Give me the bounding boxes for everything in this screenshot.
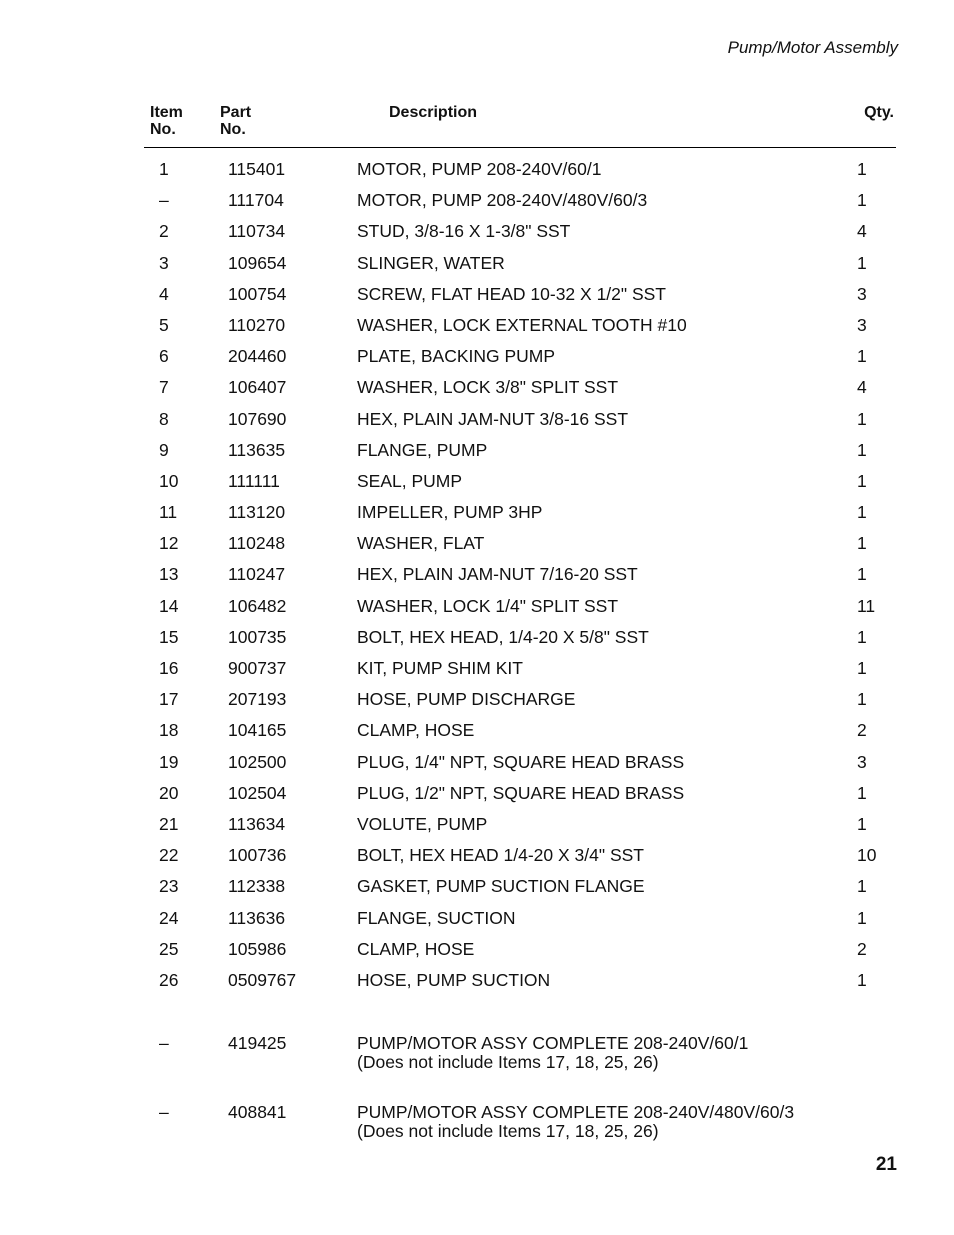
table-row xyxy=(0,903,954,934)
cell-description: WASHER, LOCK EXTERNAL TOOTH #10 xyxy=(357,314,687,335)
cell-item-no: 1 xyxy=(159,159,169,179)
cell-description: PLUG, 1/2" NPT, SQUARE HEAD BRASS xyxy=(357,782,685,803)
cell-description: VOLUTE, PUMP xyxy=(357,813,488,834)
cell-item-no: 11 xyxy=(159,502,178,523)
cell-description: IMPELLER, PUMP 3HP xyxy=(357,502,543,523)
header-part-line1: Part xyxy=(220,104,252,121)
cell-item-no: 21 xyxy=(159,813,179,834)
cell-item-no: 14 xyxy=(159,595,179,616)
cell-item-no: 15 xyxy=(159,626,179,647)
cell-part-no: 106407 xyxy=(228,377,287,398)
cell-description: SCREW, FLAT HEAD 10-32 X 1/2" SST xyxy=(357,283,667,304)
cell-item-no: 6 xyxy=(159,346,169,367)
cell-qty: 1 xyxy=(857,626,867,647)
assembly-description: PUMP/MOTOR ASSY COMPLETE 208-240V/480V/60/3 xyxy=(357,1102,795,1122)
cell-part-no: 110734 xyxy=(228,221,286,242)
table-row xyxy=(0,809,954,840)
table-row xyxy=(0,653,954,684)
cell-item-no: 23 xyxy=(159,876,179,897)
header-part-no xyxy=(220,104,251,138)
table-row xyxy=(0,248,954,279)
cell-part-no: 111704 xyxy=(228,190,284,211)
cell-description: HOSE, PUMP DISCHARGE xyxy=(357,689,576,710)
cell-description: GASKET, PUMP SUCTION FLANGE xyxy=(357,876,645,897)
cell-qty: 2 xyxy=(857,720,867,741)
cell-item-no: 2 xyxy=(159,221,169,242)
header-part-line2: No. xyxy=(220,121,246,138)
table-row xyxy=(0,497,954,528)
table-row xyxy=(0,372,954,403)
cell-qty: 10 xyxy=(857,845,877,866)
assembly-note: (Does not include Items 17, 18, 25, 26) xyxy=(357,1121,659,1141)
cell-description: KIT, PUMP SHIM KIT xyxy=(357,658,523,678)
cell-item-no: 5 xyxy=(159,314,169,335)
cell-item-no: 10 xyxy=(159,470,179,491)
cell-item-no: 19 xyxy=(159,751,179,772)
cell-description: WASHER, LOCK 3/8" SPLIT SST xyxy=(357,377,619,398)
cell-description: FLANGE, SUCTION xyxy=(357,907,516,928)
cell-item-no: 9 xyxy=(159,439,169,460)
table-row xyxy=(0,466,954,497)
cell-description: WASHER, LOCK 1/4" SPLIT SST xyxy=(357,595,619,616)
cell-qty: 1 xyxy=(857,564,867,585)
assembly-description: PUMP/MOTOR ASSY COMPLETE 208-240V/60/1 xyxy=(357,1033,749,1053)
cell-part-no: 207193 xyxy=(228,689,287,710)
cell-item-no: 17 xyxy=(159,689,179,710)
cell-qty: 1 xyxy=(857,689,867,710)
header-divider xyxy=(144,147,896,148)
cell-description: HEX, PLAIN JAM-NUT 3/8-16 SST xyxy=(357,408,629,429)
cell-item-no: 3 xyxy=(159,252,169,273)
cell-description: HOSE, PUMP SUCTION xyxy=(357,969,551,990)
cell-part-no: 0509767 xyxy=(228,969,297,990)
cell-part-no: 113120 xyxy=(228,502,286,523)
table-row xyxy=(0,622,954,653)
cell-description: STUD, 3/8-16 X 1-3/8" SST xyxy=(357,221,571,242)
assembly-part-no: 419425 xyxy=(228,1033,287,1053)
table-row xyxy=(0,778,954,809)
cell-description: FLANGE, PUMP xyxy=(357,439,488,460)
table-row xyxy=(0,154,954,185)
cell-description: PLUG, 1/4" NPT, SQUARE HEAD BRASS xyxy=(357,751,685,772)
cell-description: CLAMP, HOSE xyxy=(357,938,475,959)
cell-part-no: 100735 xyxy=(228,626,287,647)
cell-part-no: 107690 xyxy=(228,408,287,429)
table-row xyxy=(0,684,954,715)
cell-part-no: 113635 xyxy=(228,439,286,460)
cell-qty: 1 xyxy=(857,533,867,554)
cell-item-no: – xyxy=(159,190,169,211)
table-row xyxy=(0,341,954,372)
cell-part-no: 113634 xyxy=(228,813,286,834)
table-row xyxy=(0,404,954,435)
cell-description: MOTOR, PUMP 208-240V/60/1 xyxy=(357,159,602,179)
cell-description: BOLT, HEX HEAD 1/4-20 X 3/4" SST xyxy=(357,845,644,866)
assembly-item-no: – xyxy=(159,1033,169,1053)
cell-part-no: 109654 xyxy=(228,252,287,273)
table-row xyxy=(0,871,954,902)
table-row xyxy=(0,185,954,216)
cell-qty: 4 xyxy=(857,377,867,398)
cell-item-no: 12 xyxy=(159,533,179,554)
table-row xyxy=(0,528,954,559)
cell-description: HEX, PLAIN JAM-NUT 7/16-20 SST xyxy=(357,564,638,585)
table-row xyxy=(0,279,954,310)
cell-qty: 3 xyxy=(857,283,867,304)
cell-item-no: 26 xyxy=(159,969,179,990)
cell-part-no: 113636 xyxy=(228,907,286,928)
table-row xyxy=(0,310,954,341)
cell-qty: 1 xyxy=(857,190,867,211)
cell-qty: 1 xyxy=(857,969,867,990)
cell-qty: 4 xyxy=(857,221,867,242)
cell-part-no: 900737 xyxy=(228,658,287,678)
assembly-item-no: – xyxy=(159,1102,169,1122)
cell-part-no: 110248 xyxy=(228,533,286,554)
cell-description: SEAL, PUMP xyxy=(357,470,463,491)
cell-qty: 1 xyxy=(857,782,867,803)
table-row xyxy=(0,934,954,965)
table-row xyxy=(0,747,954,778)
table-row xyxy=(0,965,954,996)
cell-qty: 1 xyxy=(857,876,867,897)
cell-qty: 1 xyxy=(857,470,867,491)
cell-part-no: 102504 xyxy=(228,782,287,803)
cell-qty: 1 xyxy=(857,813,867,834)
table-row xyxy=(0,435,954,466)
cell-item-no: 7 xyxy=(159,377,169,398)
header-item-line2: No. xyxy=(150,121,176,138)
cell-part-no: 102500 xyxy=(228,751,287,772)
cell-qty: 1 xyxy=(857,907,867,928)
cell-description: BOLT, HEX HEAD, 1/4-20 X 5/8" SST xyxy=(357,626,649,647)
cell-qty: 1 xyxy=(857,408,867,429)
cell-part-no: 100754 xyxy=(228,283,287,304)
cell-description: PLATE, BACKING PUMP xyxy=(357,346,556,367)
cell-item-no: 25 xyxy=(159,938,179,959)
assembly-note: (Does not include Items 17, 18, 25, 26) xyxy=(357,1052,659,1072)
cell-qty: 1 xyxy=(857,502,867,523)
cell-qty: 11 xyxy=(857,595,876,616)
cell-part-no: 100736 xyxy=(228,845,287,866)
cell-part-no: 204460 xyxy=(228,346,287,367)
cell-item-no: 8 xyxy=(159,408,169,429)
header-description: Description xyxy=(389,104,478,121)
table-row xyxy=(0,715,954,746)
header-item-no xyxy=(150,104,183,138)
cell-qty: 1 xyxy=(857,159,867,179)
cell-description: SLINGER, WATER xyxy=(357,252,505,273)
cell-description: MOTOR, PUMP 208-240V/480V/60/3 xyxy=(357,190,648,211)
cell-qty: 2 xyxy=(857,938,867,959)
cell-qty: 1 xyxy=(857,346,867,367)
cell-part-no: 106482 xyxy=(228,595,287,616)
parts-table xyxy=(0,154,954,996)
cell-part-no: 111111 xyxy=(228,470,280,491)
cell-item-no: 20 xyxy=(159,782,179,803)
cell-qty: 3 xyxy=(857,314,867,335)
table-row xyxy=(0,559,954,590)
cell-part-no: 112338 xyxy=(228,876,286,897)
cell-qty: 1 xyxy=(857,658,867,678)
cell-part-no: 110270 xyxy=(228,314,286,335)
cell-part-no: 110247 xyxy=(228,564,286,585)
cell-part-no: 105986 xyxy=(228,938,287,959)
cell-part-no: 115401 xyxy=(228,159,286,179)
cell-item-no: 18 xyxy=(159,720,179,741)
cell-item-no: 22 xyxy=(159,845,179,866)
header-item-line1: Item xyxy=(150,104,183,121)
table-row xyxy=(0,591,954,622)
cell-item-no: 4 xyxy=(159,283,169,304)
cell-item-no: 16 xyxy=(159,658,179,678)
running-head: Pump/Motor Assembly xyxy=(727,38,898,57)
cell-qty: 3 xyxy=(857,751,867,772)
cell-part-no: 104165 xyxy=(228,720,287,741)
table-row xyxy=(0,840,954,871)
cell-description: WASHER, FLAT xyxy=(357,533,485,554)
cell-qty: 1 xyxy=(857,252,867,273)
assembly-part-no: 408841 xyxy=(228,1102,287,1122)
header-qty: Qty. xyxy=(864,104,894,121)
page-number: 21 xyxy=(875,1154,897,1175)
cell-item-no: 13 xyxy=(159,564,179,585)
cell-item-no: 24 xyxy=(159,907,179,928)
cell-description: CLAMP, HOSE xyxy=(357,720,475,741)
cell-qty: 1 xyxy=(857,439,867,460)
table-row xyxy=(0,216,954,247)
